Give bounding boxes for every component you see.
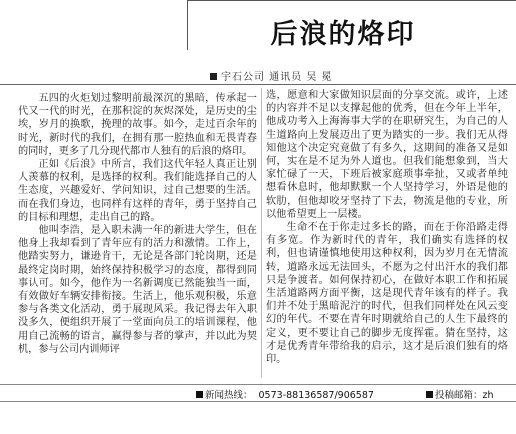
email-label: 投稿邮箱： bbox=[435, 390, 483, 401]
article-paragraph: 他叫李浩，是入职未满一年的新进大学生，但在他身上我却看到了青年应有的活力和激情。工作上，他踏实努力，谦逊肯干，无论是各部门轮岗期，还是最终定岗时期，始终保持积极学习的态度，都得到同事认可。如今，他作为一名新调度已然能独当一面，有效做好车辆安排衔接。生活上，他乐观积极，乐意参与各类文化活动，勇于展现风采。我记得去年入职没多久，便组织开展了一堂面向员工的培训课程，他用自己流畅的语言，赢得参与者的掌声，并以此为契机，参与公司内训师评 bbox=[18, 225, 257, 355]
square-bullet-icon bbox=[196, 391, 203, 398]
article-title: 后浪的烙印 bbox=[270, 19, 416, 50]
article-column-right bbox=[266, 89, 508, 366]
article-column-left bbox=[18, 92, 257, 356]
square-bullet-icon bbox=[426, 391, 433, 398]
body-top-rule bbox=[0, 84, 516, 85]
column-separator bbox=[261, 88, 262, 378]
top-rule bbox=[187, 0, 516, 1]
hotline-label: 新闻热线： bbox=[205, 390, 253, 401]
hotline-number: 0573-88136587/906587 bbox=[258, 390, 374, 401]
article-paragraph: 选，愿意和大家做知识层面的分享交流。或许，上述的内容并不足以支撑起他的优秀，但在今年上半年，他成功考入上海海事大学的在职研究生，为自己的人生道路向上发展迈出了更为踏实的一步。我们无从得知他这个决定究竟做了有多久，这期间的准备又是如何，实在是不足为外人道也。但我们能想象到，当大家忙碌了一天，下班后被家庭琐事牵扯，又或者单纯想看休息时，他却默默一个人坚持学习，外语是他的软肋，但他却咬牙坚持了下去，物流是他的专业，所以他希望更上一层楼。 bbox=[266, 90, 508, 220]
email-value: zh bbox=[482, 390, 494, 401]
news-hotline bbox=[196, 387, 374, 401]
article-paragraph: 正如《后浪》中所言，我们这代年轻人真正让别人羡慕的权利，是选择的权利。我们能选择自己的人生态度，兴趣爱好、学问知识，过自己想要的生活。而在我们身边，也同样有这样的青年，勇于坚持自己的目标和理想，走出自己的路。 bbox=[18, 159, 257, 223]
byline bbox=[210, 68, 333, 83]
article-paragraph: 生命不在于你走过多长的路，而在于你沿路走得有多宽。作为新时代的青年，我们确实有选择的权利，但也请谨慎地使用这种权利，因为岁月在无情流转，道路永远无法回头，不愿为之付出汗水的我们都只是争渡者。如何保持初心，在做好本职工作和拓展生活道路两方面平衡，这是现代青年该有的样子。我们并不处于黑暗泥泞的时代，但我们同样处在风云变幻的年代。不要在青年时期就给自己的人生下最终的定义，更不要让自己的脚步无度挥霍。猜在坚持，这才是优秀青年带给我的启示，这才是后浪们独有的烙印。 bbox=[266, 222, 508, 366]
square-bullet-icon bbox=[210, 73, 217, 80]
submission-email bbox=[426, 387, 494, 401]
byline-text: 宇石公司 通讯员 吴 冕 bbox=[221, 72, 333, 83]
article-paragraph: 五四的火炬划过黎明前最深沉的黑暗，传承起一代又一代的时光，在那积淀的灰烬深处，是历史的尘埃，岁月的换歌，挽理的故事。如今，走过百余年的时光，新时代的我们，在拥有那一腔热血和无畏青春的同时，更多了几分现代都市人独有的后浪的烙印。 bbox=[18, 93, 257, 157]
footer-bar bbox=[0, 384, 516, 402]
